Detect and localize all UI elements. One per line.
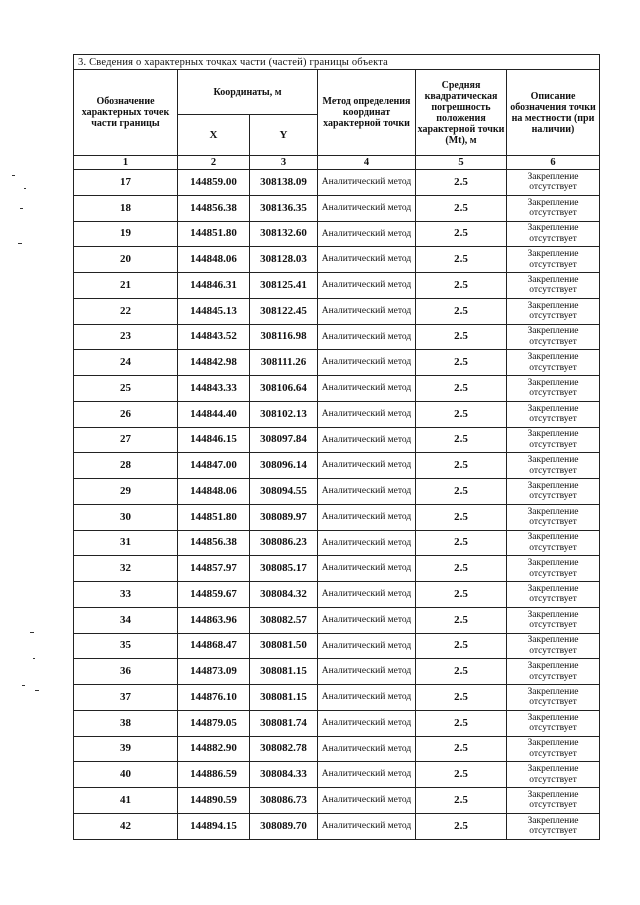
point-number: 24 bbox=[74, 350, 178, 376]
coord-y: 308081.15 bbox=[250, 659, 318, 685]
accuracy-cell: 2.5 bbox=[416, 504, 507, 530]
table-row bbox=[74, 401, 600, 427]
table-row bbox=[74, 350, 600, 376]
coord-x: 144876.10 bbox=[178, 685, 250, 711]
table-row bbox=[74, 427, 600, 453]
header-y: Y bbox=[250, 115, 318, 156]
coord-x: 144886.59 bbox=[178, 762, 250, 788]
method-cell: Аналитический метод bbox=[318, 813, 416, 839]
table-row bbox=[74, 453, 600, 479]
column-number: 2 bbox=[178, 156, 250, 170]
accuracy-cell: 2.5 bbox=[416, 736, 507, 762]
table-row bbox=[74, 221, 600, 247]
coord-x: 144844.40 bbox=[178, 401, 250, 427]
point-number: 34 bbox=[74, 607, 178, 633]
coord-y: 308096.14 bbox=[250, 453, 318, 479]
accuracy-cell: 2.5 bbox=[416, 195, 507, 221]
coord-y: 308125.41 bbox=[250, 273, 318, 299]
coord-x: 144845.13 bbox=[178, 298, 250, 324]
table-row bbox=[74, 788, 600, 814]
table-row bbox=[74, 195, 600, 221]
coord-y: 308138.09 bbox=[250, 170, 318, 196]
description-cell: Закрепление отсутствует bbox=[507, 298, 600, 324]
method-cell: Аналитический метод bbox=[318, 273, 416, 299]
document-sheet bbox=[73, 54, 599, 840]
point-number: 38 bbox=[74, 710, 178, 736]
column-number: 5 bbox=[416, 156, 507, 170]
method-cell: Аналитический метод bbox=[318, 633, 416, 659]
coord-x: 144842.98 bbox=[178, 350, 250, 376]
accuracy-cell: 2.5 bbox=[416, 685, 507, 711]
coord-y: 308084.33 bbox=[250, 762, 318, 788]
method-cell: Аналитический метод bbox=[318, 530, 416, 556]
coord-x: 144846.31 bbox=[178, 273, 250, 299]
method-cell: Аналитический метод bbox=[318, 350, 416, 376]
description-cell: Закрепление отсутствует bbox=[507, 401, 600, 427]
point-number: 26 bbox=[74, 401, 178, 427]
coord-y: 308082.57 bbox=[250, 607, 318, 633]
coord-y: 308116.98 bbox=[250, 324, 318, 350]
point-number: 22 bbox=[74, 298, 178, 324]
method-cell: Аналитический метод bbox=[318, 221, 416, 247]
coord-x: 144856.38 bbox=[178, 530, 250, 556]
description-cell: Закрепление отсутствует bbox=[507, 813, 600, 839]
point-number: 37 bbox=[74, 685, 178, 711]
header-x: X bbox=[178, 115, 250, 156]
accuracy-cell: 2.5 bbox=[416, 298, 507, 324]
point-number: 25 bbox=[74, 376, 178, 402]
table-row bbox=[74, 376, 600, 402]
coord-x: 144873.09 bbox=[178, 659, 250, 685]
accuracy-cell: 2.5 bbox=[416, 453, 507, 479]
header-description: Описание обозначения точки на местности (при наличии) bbox=[507, 70, 600, 156]
description-cell: Закрепление отсутствует bbox=[507, 788, 600, 814]
point-number: 27 bbox=[74, 427, 178, 453]
coord-y: 308094.55 bbox=[250, 479, 318, 505]
section-title: 3. Сведения о характерных точках части (частей) границы объекта bbox=[74, 55, 600, 70]
coord-y: 308084.32 bbox=[250, 582, 318, 608]
accuracy-cell: 2.5 bbox=[416, 633, 507, 659]
accuracy-cell: 2.5 bbox=[416, 788, 507, 814]
boundary-points-table bbox=[73, 54, 600, 840]
accuracy-cell: 2.5 bbox=[416, 762, 507, 788]
accuracy-cell: 2.5 bbox=[416, 350, 507, 376]
coord-x: 144868.47 bbox=[178, 633, 250, 659]
table-row bbox=[74, 324, 600, 350]
header-accuracy: Средняя квадратическая погрешность положения характерной точки (Mt), м bbox=[416, 70, 507, 156]
coord-x: 144847.00 bbox=[178, 453, 250, 479]
method-cell: Аналитический метод bbox=[318, 453, 416, 479]
accuracy-cell: 2.5 bbox=[416, 273, 507, 299]
coord-x: 144894.15 bbox=[178, 813, 250, 839]
coord-x: 144848.06 bbox=[178, 479, 250, 505]
coord-x: 144863.96 bbox=[178, 607, 250, 633]
coord-y: 308122.45 bbox=[250, 298, 318, 324]
method-cell: Аналитический метод bbox=[318, 762, 416, 788]
description-cell: Закрепление отсутствует bbox=[507, 556, 600, 582]
coord-y: 308085.17 bbox=[250, 556, 318, 582]
point-number: 42 bbox=[74, 813, 178, 839]
accuracy-cell: 2.5 bbox=[416, 582, 507, 608]
coord-x: 144890.59 bbox=[178, 788, 250, 814]
table-row bbox=[74, 170, 600, 196]
point-number: 29 bbox=[74, 479, 178, 505]
scan-mark bbox=[24, 188, 26, 189]
accuracy-cell: 2.5 bbox=[416, 556, 507, 582]
scan-mark bbox=[33, 658, 35, 659]
coord-y: 308081.15 bbox=[250, 685, 318, 711]
method-cell: Аналитический метод bbox=[318, 324, 416, 350]
table-row bbox=[74, 504, 600, 530]
coord-x: 144856.38 bbox=[178, 195, 250, 221]
header-method: Метод определения координат характерной точки bbox=[318, 70, 416, 156]
accuracy-cell: 2.5 bbox=[416, 376, 507, 402]
description-cell: Закрепление отсутствует bbox=[507, 195, 600, 221]
scan-mark bbox=[22, 685, 25, 686]
coord-x: 144879.05 bbox=[178, 710, 250, 736]
point-number: 30 bbox=[74, 504, 178, 530]
coord-y: 308097.84 bbox=[250, 427, 318, 453]
description-cell: Закрепление отсутствует bbox=[507, 607, 600, 633]
coord-x: 144846.15 bbox=[178, 427, 250, 453]
description-cell: Закрепление отсутствует bbox=[507, 685, 600, 711]
column-number: 3 bbox=[250, 156, 318, 170]
table-row bbox=[74, 813, 600, 839]
coord-x: 144851.80 bbox=[178, 221, 250, 247]
coord-y: 308089.97 bbox=[250, 504, 318, 530]
coord-x: 144859.67 bbox=[178, 582, 250, 608]
table-row bbox=[74, 633, 600, 659]
description-cell: Закрепление отсутствует bbox=[507, 582, 600, 608]
coord-y: 308086.73 bbox=[250, 788, 318, 814]
accuracy-cell: 2.5 bbox=[416, 324, 507, 350]
point-number: 39 bbox=[74, 736, 178, 762]
coord-y: 308086.23 bbox=[250, 530, 318, 556]
description-cell: Закрепление отсутствует bbox=[507, 659, 600, 685]
point-number: 21 bbox=[74, 273, 178, 299]
table-row bbox=[74, 762, 600, 788]
coord-y: 308081.50 bbox=[250, 633, 318, 659]
column-number: 6 bbox=[507, 156, 600, 170]
method-cell: Аналитический метод bbox=[318, 401, 416, 427]
description-cell: Закрепление отсутствует bbox=[507, 221, 600, 247]
column-number: 4 bbox=[318, 156, 416, 170]
table-row bbox=[74, 479, 600, 505]
coord-x: 144857.97 bbox=[178, 556, 250, 582]
coord-y: 308132.60 bbox=[250, 221, 318, 247]
method-cell: Аналитический метод bbox=[318, 788, 416, 814]
point-number: 20 bbox=[74, 247, 178, 273]
method-cell: Аналитический метод bbox=[318, 298, 416, 324]
coord-y: 308128.03 bbox=[250, 247, 318, 273]
table-row bbox=[74, 247, 600, 273]
point-number: 17 bbox=[74, 170, 178, 196]
table-row bbox=[74, 556, 600, 582]
coord-x: 144882.90 bbox=[178, 736, 250, 762]
point-number: 31 bbox=[74, 530, 178, 556]
point-number: 23 bbox=[74, 324, 178, 350]
scan-mark bbox=[35, 690, 39, 691]
description-cell: Закрепление отсутствует bbox=[507, 427, 600, 453]
description-cell: Закрепление отсутствует bbox=[507, 324, 600, 350]
description-cell: Закрепление отсутствует bbox=[507, 530, 600, 556]
table-row bbox=[74, 685, 600, 711]
method-cell: Аналитический метод bbox=[318, 582, 416, 608]
description-cell: Закрепление отсутствует bbox=[507, 170, 600, 196]
coord-y: 308136.35 bbox=[250, 195, 318, 221]
coord-x: 144848.06 bbox=[178, 247, 250, 273]
table-row bbox=[74, 659, 600, 685]
point-number: 28 bbox=[74, 453, 178, 479]
coord-y: 308081.74 bbox=[250, 710, 318, 736]
accuracy-cell: 2.5 bbox=[416, 170, 507, 196]
point-number: 41 bbox=[74, 788, 178, 814]
point-number: 40 bbox=[74, 762, 178, 788]
method-cell: Аналитический метод bbox=[318, 736, 416, 762]
description-cell: Закрепление отсутствует bbox=[507, 273, 600, 299]
header-coordinates: Координаты, м bbox=[178, 70, 318, 115]
table-row bbox=[74, 736, 600, 762]
accuracy-cell: 2.5 bbox=[416, 813, 507, 839]
accuracy-cell: 2.5 bbox=[416, 659, 507, 685]
point-number: 33 bbox=[74, 582, 178, 608]
coord-x: 144851.80 bbox=[178, 504, 250, 530]
description-cell: Закрепление отсутствует bbox=[507, 376, 600, 402]
description-cell: Закрепление отсутствует bbox=[507, 479, 600, 505]
coord-y: 308102.13 bbox=[250, 401, 318, 427]
table-row bbox=[74, 607, 600, 633]
accuracy-cell: 2.5 bbox=[416, 427, 507, 453]
scan-mark bbox=[30, 632, 34, 633]
description-cell: Закрепление отсутствует bbox=[507, 633, 600, 659]
method-cell: Аналитический метод bbox=[318, 479, 416, 505]
method-cell: Аналитический метод bbox=[318, 659, 416, 685]
accuracy-cell: 2.5 bbox=[416, 247, 507, 273]
accuracy-cell: 2.5 bbox=[416, 530, 507, 556]
coord-x: 144843.33 bbox=[178, 376, 250, 402]
accuracy-cell: 2.5 bbox=[416, 479, 507, 505]
method-cell: Аналитический метод bbox=[318, 376, 416, 402]
method-cell: Аналитический метод bbox=[318, 685, 416, 711]
column-number-row bbox=[74, 156, 600, 170]
accuracy-cell: 2.5 bbox=[416, 607, 507, 633]
accuracy-cell: 2.5 bbox=[416, 221, 507, 247]
accuracy-cell: 2.5 bbox=[416, 401, 507, 427]
table-row bbox=[74, 710, 600, 736]
coord-x: 144859.00 bbox=[178, 170, 250, 196]
coord-y: 308111.26 bbox=[250, 350, 318, 376]
method-cell: Аналитический метод bbox=[318, 504, 416, 530]
method-cell: Аналитический метод bbox=[318, 247, 416, 273]
method-cell: Аналитический метод bbox=[318, 427, 416, 453]
description-cell: Закрепление отсутствует bbox=[507, 350, 600, 376]
method-cell: Аналитический метод bbox=[318, 556, 416, 582]
description-cell: Закрепление отсутствует bbox=[507, 736, 600, 762]
table-row bbox=[74, 582, 600, 608]
method-cell: Аналитический метод bbox=[318, 170, 416, 196]
table-row bbox=[74, 298, 600, 324]
point-number: 35 bbox=[74, 633, 178, 659]
accuracy-cell: 2.5 bbox=[416, 710, 507, 736]
scan-mark bbox=[12, 175, 15, 176]
coord-y: 308089.70 bbox=[250, 813, 318, 839]
coord-x: 144843.52 bbox=[178, 324, 250, 350]
point-number: 18 bbox=[74, 195, 178, 221]
column-number: 1 bbox=[74, 156, 178, 170]
method-cell: Аналитический метод bbox=[318, 607, 416, 633]
point-number: 19 bbox=[74, 221, 178, 247]
table-row bbox=[74, 530, 600, 556]
coord-y: 308082.78 bbox=[250, 736, 318, 762]
description-cell: Закрепление отсутствует bbox=[507, 762, 600, 788]
method-cell: Аналитический метод bbox=[318, 195, 416, 221]
scan-mark bbox=[18, 243, 22, 244]
description-cell: Закрепление отсутствует bbox=[507, 710, 600, 736]
coord-y: 308106.64 bbox=[250, 376, 318, 402]
point-number: 36 bbox=[74, 659, 178, 685]
method-cell: Аналитический метод bbox=[318, 710, 416, 736]
description-cell: Закрепление отсутствует bbox=[507, 453, 600, 479]
description-cell: Закрепление отсутствует bbox=[507, 504, 600, 530]
point-number: 32 bbox=[74, 556, 178, 582]
header-point-designation: Обозначение характерных точек части границы bbox=[74, 70, 178, 156]
scan-mark bbox=[20, 208, 23, 209]
table-row bbox=[74, 273, 600, 299]
description-cell: Закрепление отсутствует bbox=[507, 247, 600, 273]
